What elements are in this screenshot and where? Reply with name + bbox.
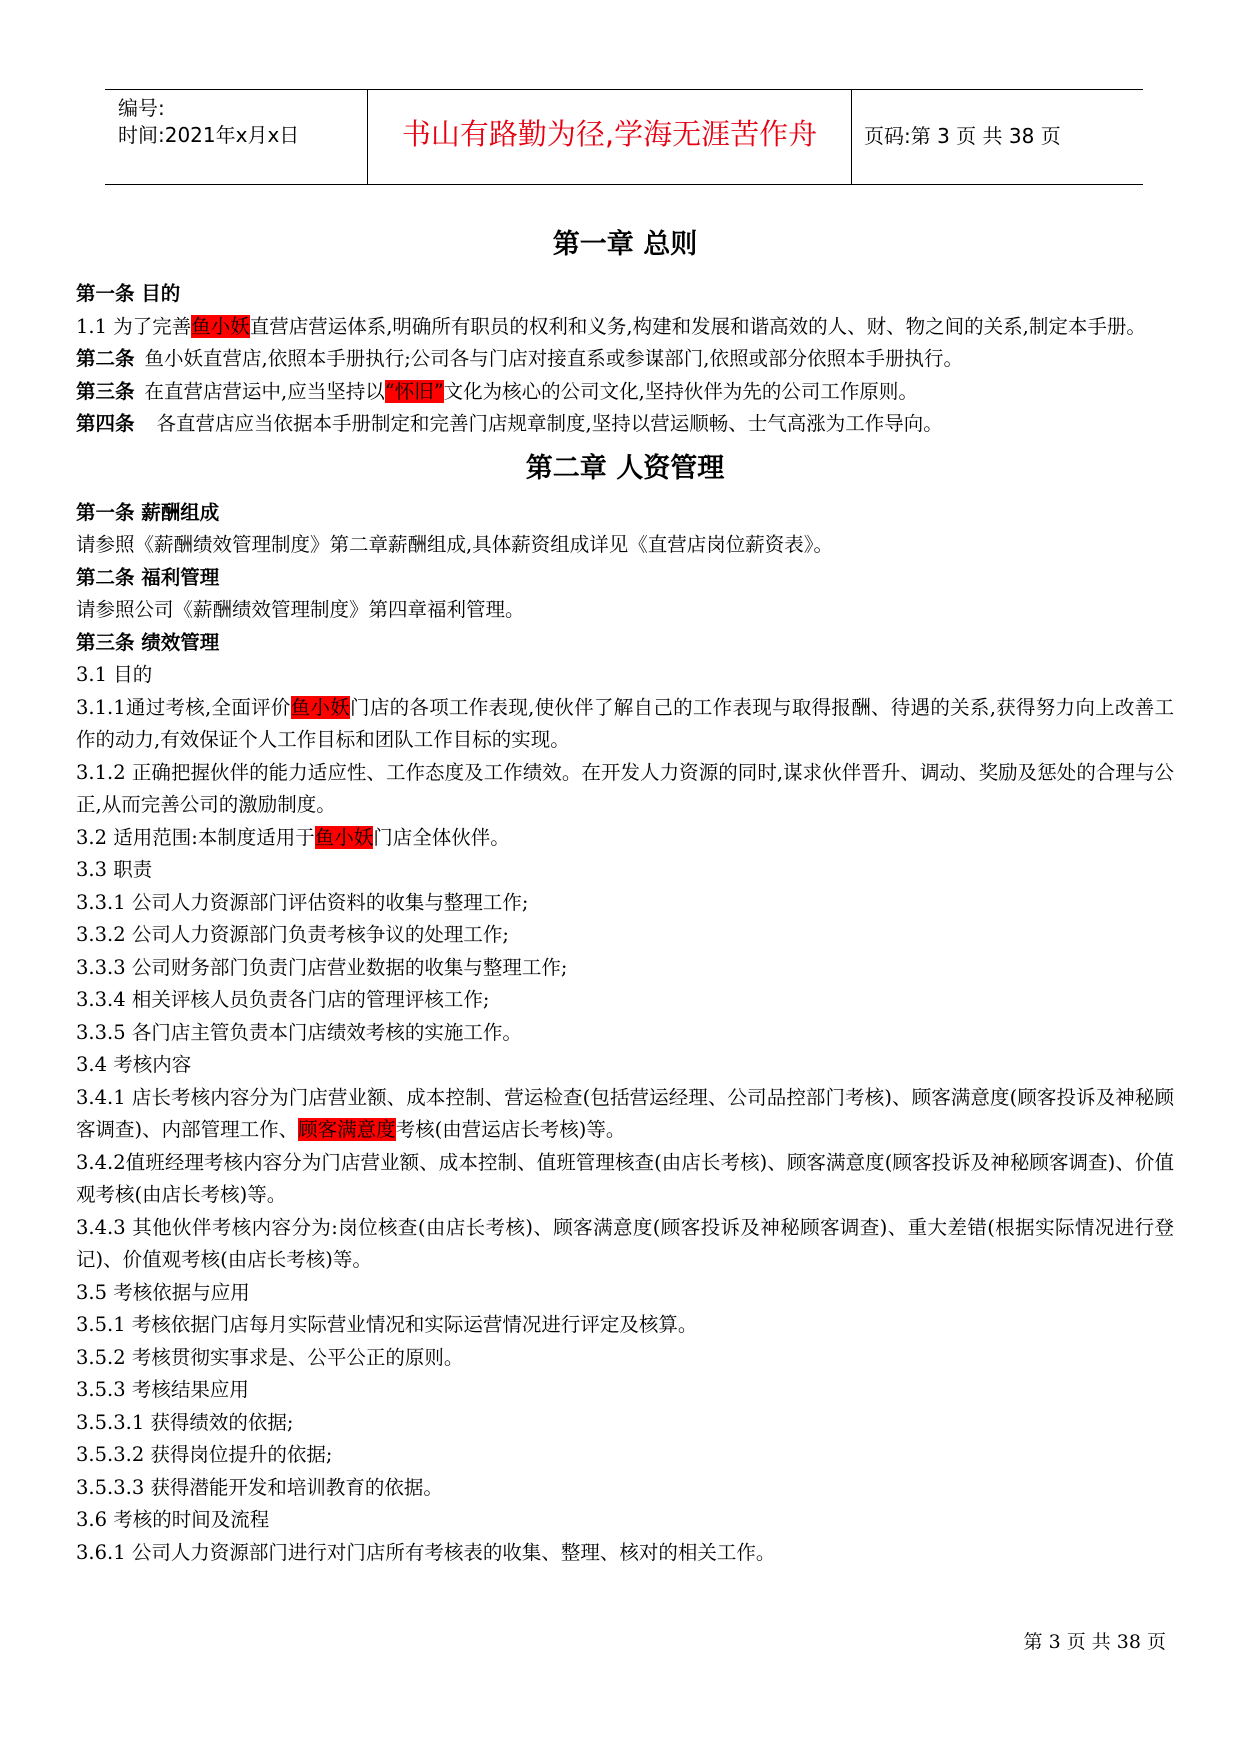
chapter-1-article-2 — [76, 343, 1174, 376]
highlighted-keyword: 顾客满意度 — [298, 1118, 396, 1141]
chapter-2-article-1-heading: 第一条 薪酬组成 — [76, 500, 220, 524]
text-segment: 门店的各项工作表现,使伙伴了解自己的工作表现与取得报酬、待遇的关系,获得努力向上改善工作的动力,有效保证个人工作目标和团队工作目标的实现。 — [76, 695, 1174, 751]
section-3-3-2: 3.3.2 公司人力资源部门负责考核争议的处理工作; — [76, 923, 509, 946]
section-3-6: 3.6 考核的时间及流程 — [76, 1508, 270, 1531]
section-3-3: 3.3 职责 — [76, 858, 153, 881]
text-segment: 直营店营运体系,明确所有职员的权利和义务,构建和发展和谐高效的人、财、物之间的关系,制定本手册。 — [249, 314, 1146, 338]
document-time-label: 时间:2021年x月x日 — [118, 123, 300, 147]
text-segment: 文化为核心的公司文化,坚持伙伴为先的公司工作原则。 — [443, 379, 918, 403]
text-segment: 门店全体伙伴。 — [373, 825, 510, 849]
text-segment: 在直营店营运中,应当坚持以 — [144, 379, 385, 403]
article-label: 第四条 — [76, 412, 135, 435]
section-3-3-3: 3.3.3 公司财务部门负责门店营业数据的收集与整理工作; — [76, 955, 568, 979]
highlighted-brand-name: 鱼小妖 — [290, 695, 351, 719]
header-motto: 书山有路勤为径,学海无涯苦作舟 — [401, 117, 818, 151]
chapter-1-title: 第一章 总则 — [552, 229, 698, 260]
header-left-cell — [105, 90, 368, 184]
section-3-1-1 — [76, 692, 1174, 757]
section-3-4: 3.4 考核内容 — [76, 1053, 192, 1076]
highlighted-culture-keyword: “怀旧” — [384, 379, 444, 403]
section-3-3-4: 3.3.4 相关评核人员负责各门店的管理评核工作; — [76, 988, 490, 1011]
chapter-1-article-3 — [76, 376, 1174, 409]
chapter-1-article-1-paragraph — [76, 311, 1174, 344]
chapter-2-title: 第二章 人资管理 — [525, 452, 725, 484]
section-3-2 — [76, 822, 1174, 855]
text-segment: 1.1 为了完善 — [76, 314, 192, 338]
section-3-4-2: 3.4.2值班经理考核内容分为门店营业额、成本控制、值班管理核查(由店长考核)、顾客满意度(顾客投诉及神秘顾客调查)、价值观考核(由店长考核)等。 — [76, 1150, 1174, 1206]
document-body — [76, 222, 1174, 1569]
chapter-2-article-2-text: 请参照公司《薪酬绩效管理制度》第四章福利管理。 — [76, 598, 525, 621]
section-3-5-3: 3.5.3 考核结果应用 — [76, 1378, 249, 1401]
document-header — [105, 89, 1143, 185]
document-number-label: 编号: — [118, 96, 165, 120]
chapter-1-article-4 — [76, 408, 1174, 441]
section-3-3-1: 3.3.1 公司人力资源部门评估资料的收集与整理工作; — [76, 890, 529, 914]
section-3-5-3-1: 3.5.3.1 获得绩效的依据; — [76, 1410, 294, 1434]
section-3-5-3-2: 3.5.3.2 获得岗位提升的依据; — [76, 1443, 333, 1466]
section-3-5-3-3: 3.5.3.3 获得潜能开发和培训教育的依据。 — [76, 1475, 443, 1499]
section-3-6-1: 3.6.1 公司人力资源部门进行对门店所有考核表的收集、整理、核对的相关工作。 — [76, 1540, 776, 1564]
section-3-4-3: 3.4.3 其他伙伴考核内容分为:岗位核查(由店长考核)、顾客满意度(顾客投诉及神秘顾客调查)、重大差错(根据实际情况进行登记)、价值观考核(由店长考核)等。 — [76, 1215, 1174, 1271]
header-page-info: 页码:第 3 页 共 38 页 — [864, 124, 1061, 148]
text-segment: 考核(由营运店长考核)等。 — [395, 1118, 626, 1141]
chapter-2-article-3-heading: 第三条 绩效管理 — [76, 630, 220, 654]
text-segment: 3.4.1 店长考核内容分为门店营业额、成本控制、营运检查(包括营运经理、公司品控部门考核)、顾客满意度(顾客投诉及神秘顾客调查)、内部管理工作、 — [76, 1085, 1174, 1141]
section-3-4-1 — [76, 1082, 1174, 1147]
page-footer: 第 3 页 共 38 页 — [1023, 1631, 1166, 1653]
chapter-2-article-1-text: 请参照《薪酬绩效管理制度》第二章薪酬组成,具体薪资组成详见《直营店岗位薪资表》。 — [76, 533, 833, 556]
section-3-5: 3.5 考核依据与应用 — [76, 1280, 250, 1304]
highlighted-brand-name: 鱼小妖 — [314, 825, 374, 849]
section-3-3-5: 3.3.5 各门店主管负责本门店绩效考核的实施工作。 — [76, 1020, 522, 1044]
section-3-1: 3.1 目的 — [76, 663, 153, 686]
article-text: 鱼小妖直营店,依照本手册执行;公司各与门店对接直系或参谋部门,依照或部分依照本手册执行。 — [144, 347, 963, 370]
article-label: 第三条 — [76, 379, 135, 403]
article-label: 第二条 — [76, 347, 135, 370]
text-segment: 3.2 适用范围:本制度适用于 — [76, 825, 315, 849]
highlighted-brand-name: 鱼小妖 — [191, 314, 250, 338]
section-3-5-1: 3.5.1 考核依据门店每月实际营业情况和实际运营情况进行评定及核算。 — [76, 1313, 698, 1336]
chapter-2-article-2-heading: 第二条 福利管理 — [76, 565, 220, 589]
article-text: 各直营店应当依据本手册制定和完善门店规章制度,坚持以营运顺畅、士气高涨为工作导向。 — [156, 412, 943, 435]
chapter-1-article-1-heading: 第一条 目的 — [76, 282, 181, 305]
text-segment: 3.1.1通过考核,全面评价 — [76, 695, 291, 719]
header-middle-cell — [368, 90, 852, 184]
section-3-1-2: 3.1.2 正确把握伙伴的能力适应性、工作态度及工作绩效。在开发人力资源的同时,谋求伙伴晋升、调动、奖励及惩处的合理与公正,从而完善公司的激励制度。 — [76, 760, 1174, 816]
header-right-cell — [852, 90, 1143, 184]
section-3-5-2: 3.5.2 考核贯彻实事求是、公平公正的原则。 — [76, 1345, 464, 1369]
